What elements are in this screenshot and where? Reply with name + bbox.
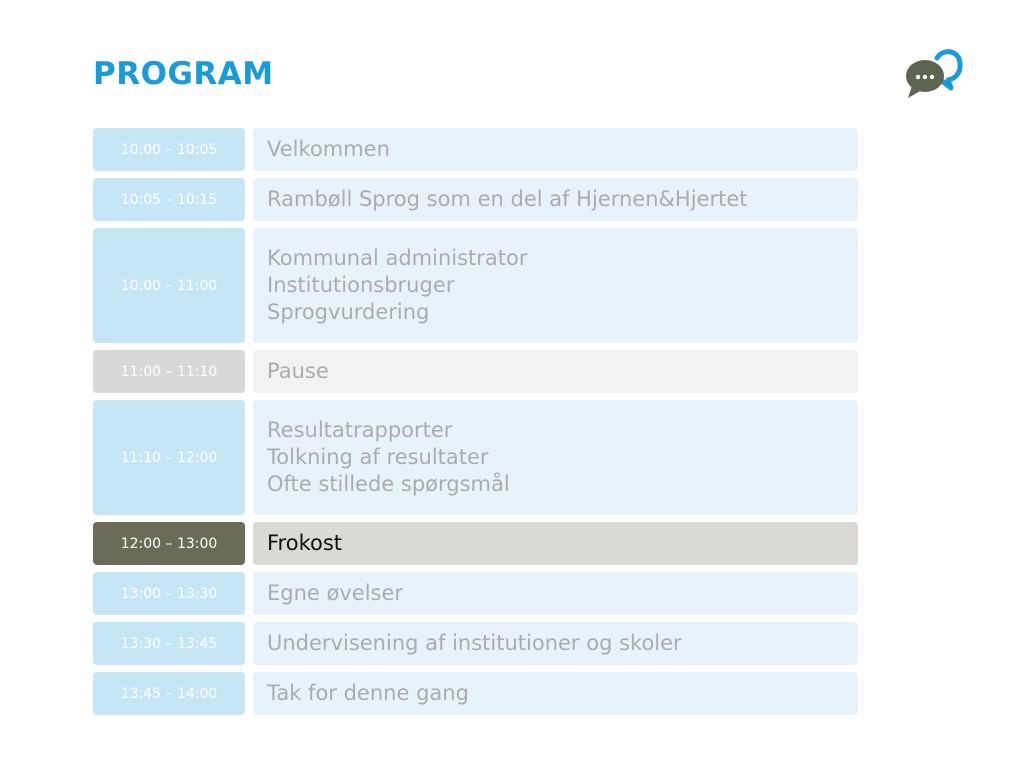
schedule-item-text: Sprogvurdering [267, 300, 430, 324]
schedule-time: 10:05 – 10:15 [93, 178, 245, 221]
schedule-row [93, 128, 858, 171]
schedule-row [93, 622, 858, 665]
schedule-item-text: Velkommen [267, 137, 390, 161]
schedule-item-text: Frokost [267, 531, 343, 555]
schedule-item [253, 522, 858, 565]
schedule-item-text: Pause [267, 359, 329, 383]
schedule-item-text: Tak for denne gang [267, 681, 469, 705]
schedule-time: 10:00 – 10:05 [93, 128, 245, 171]
schedule-item [253, 178, 858, 221]
schedule-row [93, 228, 858, 343]
schedule-item [253, 400, 858, 515]
schedule-item-text: Resultatrapporter [267, 418, 453, 442]
schedule-item [253, 128, 858, 171]
program-schedule [93, 128, 858, 722]
schedule-row [93, 178, 858, 221]
schedule-row [93, 350, 858, 393]
schedule-row [93, 572, 858, 615]
speech-bubbles-icon [903, 46, 963, 100]
schedule-time: 13:30 – 13:45 [93, 622, 245, 665]
schedule-time: 12:00 – 13:00 [93, 522, 245, 565]
schedule-item-text: Rambøll Sprog som en del af Hjernen&Hjertet [267, 187, 748, 211]
schedule-item [253, 622, 858, 665]
schedule-row [93, 522, 858, 565]
schedule-time: 13:00 – 13:30 [93, 572, 245, 615]
page-title: PROGRAM [93, 56, 274, 92]
schedule-item [253, 350, 858, 393]
schedule-item-text: Institutionsbruger [267, 273, 455, 297]
schedule-item [253, 672, 858, 715]
schedule-item [253, 572, 858, 615]
schedule-row [93, 400, 858, 515]
schedule-item-text: Ofte stillede spørgsmål [267, 472, 510, 496]
schedule-time: 11:10 – 12:00 [93, 400, 245, 515]
schedule-row [93, 672, 858, 715]
schedule-item-text: Tolkning af resultater [267, 445, 489, 469]
schedule-time: 10:00 – 11:00 [93, 228, 245, 343]
schedule-item-text: Undervisening af institutioner og skoler [267, 631, 682, 655]
schedule-item-text: Kommunal administrator [267, 246, 528, 270]
schedule-item-text: Egne øvelser [267, 581, 404, 605]
schedule-time: 11:00 – 11:10 [93, 350, 245, 393]
schedule-item [253, 228, 858, 343]
schedule-time: 13:45 – 14:00 [93, 672, 245, 715]
